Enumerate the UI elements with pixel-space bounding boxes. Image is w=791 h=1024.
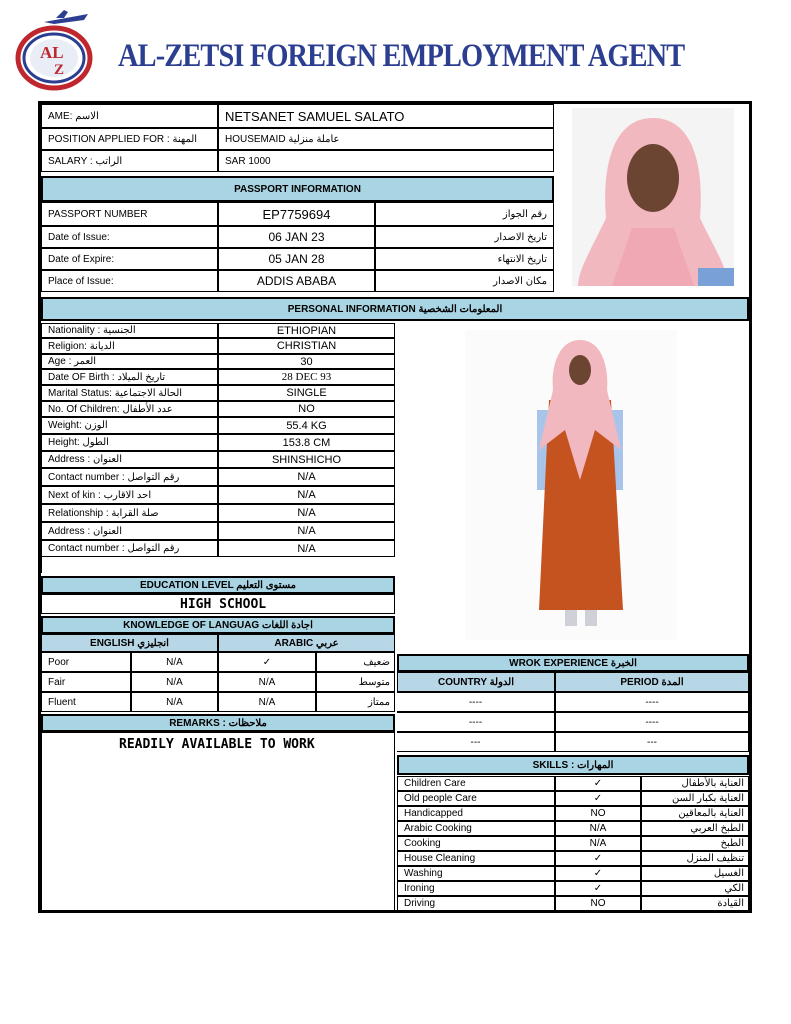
personal-row-label: Age : العمر (41, 354, 218, 369)
personal-row-label: Date OF Birth : تاريخ الميلاد (41, 369, 218, 385)
skill-arabic: الكي (641, 881, 749, 896)
language-arabic-value: N/A (218, 692, 316, 712)
language-arabic-value: ✓ (218, 652, 316, 672)
passport-row-arabic: رقم الجواز (375, 202, 554, 226)
skill-value: N/A (555, 836, 641, 851)
skill-value: N/A (555, 821, 641, 836)
passport-row-value: 05 JAN 28 (218, 248, 375, 270)
passport-row-label: Date of Issue: (41, 226, 218, 248)
arabic-header: ARABIC عربي (218, 634, 395, 652)
experience-country: --- (397, 732, 555, 752)
language-english-value: N/A (131, 652, 218, 672)
skills-header: SKILLS : المهارات (397, 755, 749, 775)
skill-value: ✓ (555, 851, 641, 866)
experience-period: ---- (555, 692, 749, 712)
skill-arabic: الغسيل (641, 866, 749, 881)
agency-logo (14, 8, 102, 92)
portrait-photo (572, 108, 734, 286)
skill-arabic: العناية بالمعاقين (641, 806, 749, 821)
personal-row-label: Height: الطول (41, 434, 218, 451)
personal-row-value: N/A (218, 468, 395, 486)
personal-row-value: 30 (218, 354, 395, 369)
personal-row-label: Address : العنوان (41, 522, 218, 540)
language-level-arabic: ممتاز (316, 692, 395, 712)
passport-row-value: ADDIS ABABA (218, 270, 375, 292)
education-value: HIGH SCHOOL (41, 594, 395, 614)
remarks-value: READILY AVAILABLE TO WORK (41, 732, 395, 913)
education-header: EDUCATION LEVEL مستوى التعليم (41, 576, 395, 594)
svg-text:Z: Z (54, 62, 65, 78)
skill-name: Children Care (397, 776, 555, 791)
skill-arabic: الطبخ (641, 836, 749, 851)
language-level: Poor (41, 652, 131, 672)
experience-period: --- (555, 732, 749, 752)
personal-row-value: N/A (218, 504, 395, 522)
passport-row-arabic: مكان الاصدار (375, 270, 554, 292)
personal-row-label: Next of kin : احد الاقارب (41, 486, 218, 504)
experience-period: ---- (555, 712, 749, 732)
skill-arabic: تنظيف المنزل (641, 851, 749, 866)
skill-value: ✓ (555, 791, 641, 806)
personal-row-value: SINGLE (218, 385, 395, 401)
period-header: PERIOD المدة (555, 672, 749, 692)
salary-label: SALARY : الراتب (41, 150, 218, 172)
personal-row-label: Address : العنوان (41, 451, 218, 468)
country-header: COUNTRY الدولة (397, 672, 555, 692)
passport-row-arabic: تاريخ الاصدار (375, 226, 554, 248)
experience-header: WROK EXPERIENCE الخبرة (397, 654, 749, 672)
skill-name: Driving (397, 896, 555, 911)
personal-spacer (41, 557, 395, 573)
passport-header: PASSPORT INFORMATION (41, 176, 554, 202)
personal-row-value: 153.8 CM (218, 434, 395, 451)
position-value: HOUSEMAID عاملة منزلية (218, 128, 554, 150)
languages-header: KNOWLEDGE OF LANGUAG اجادة اللغات (41, 616, 395, 634)
passport-row-label: PASSPORT NUMBER (41, 202, 218, 226)
personal-row-value: 55.4 KG (218, 417, 395, 434)
experience-country: ---- (397, 712, 555, 732)
experience-country: ---- (397, 692, 555, 712)
personal-row-value: N/A (218, 486, 395, 504)
language-level-arabic: ضعيف (316, 652, 395, 672)
personal-row-label: Weight: الوزن (41, 417, 218, 434)
skill-value: NO (555, 896, 641, 911)
language-arabic-value: N/A (218, 672, 316, 692)
personal-row-label: Nationality : الجنسية (41, 323, 218, 338)
skill-name: House Cleaning (397, 851, 555, 866)
name-value: NETSANET SAMUEL SALATO (218, 104, 554, 128)
passport-row-value: EP7759694 (218, 202, 375, 226)
personal-row-value: ETHIOPIAN (218, 323, 395, 338)
personal-row-label: No. Of Children: عدد الأطفال (41, 401, 218, 417)
passport-row-label: Place of Issue: (41, 270, 218, 292)
personal-header: PERSONAL INFORMATION المعلومات الشخصية (41, 297, 749, 321)
skill-value: ✓ (555, 776, 641, 791)
language-english-value: N/A (131, 672, 218, 692)
skill-arabic: الطبخ العربي (641, 821, 749, 836)
passport-row-arabic: تاريخ الانتهاء (375, 248, 554, 270)
personal-row-value: N/A (218, 522, 395, 540)
remarks-header: REMARKS : ملاحظات (41, 714, 395, 732)
agency-name: AL-ZETSI FOREIGN EMPLOYMENT AGENT (118, 38, 685, 74)
personal-row-value: 28 DEC 93 (218, 369, 395, 385)
personal-row-label: Religion: الديانة (41, 338, 218, 354)
personal-row-value: CHRISTIAN (218, 338, 395, 354)
language-level: Fair (41, 672, 131, 692)
personal-row-label: Relationship : صلة القرابة (41, 504, 218, 522)
personal-row-label: Marital Status: الحالة الاجتماعية (41, 385, 218, 401)
skill-value: ✓ (555, 881, 641, 896)
skill-name: Handicapped (397, 806, 555, 821)
passport-row-value: 06 JAN 23 (218, 226, 375, 248)
personal-row-label: Contact number : رقم التواصل (41, 540, 218, 557)
personal-row-label: Contact number : رقم التواصل (41, 468, 218, 486)
salary-value: SAR 1000 (218, 150, 554, 172)
skill-arabic: العناية بالأطفال (641, 776, 749, 791)
skill-value: ✓ (555, 866, 641, 881)
position-label: POSITION APPLIED FOR : المهنة (41, 128, 218, 150)
language-english-value: N/A (131, 692, 218, 712)
language-level: Fluent (41, 692, 131, 712)
skill-value: NO (555, 806, 641, 821)
skill-name: Arabic Cooking (397, 821, 555, 836)
language-level-arabic: متوسط (316, 672, 395, 692)
passport-row-label: Date of Expire: (41, 248, 218, 270)
full-body-photo (465, 330, 677, 640)
skill-arabic: القيادة (641, 896, 749, 911)
english-header: ENGLISH انجليزي (41, 634, 218, 652)
personal-row-value: NO (218, 401, 395, 417)
svg-text:AL: AL (40, 43, 64, 62)
skill-arabic: العناية بكبار السن (641, 791, 749, 806)
personal-row-value: N/A (218, 540, 395, 557)
skill-name: Washing (397, 866, 555, 881)
name-label: AME: الاسم (41, 104, 218, 128)
skill-name: Ironing (397, 881, 555, 896)
skill-name: Cooking (397, 836, 555, 851)
personal-row-value: SHINSHICHO (218, 451, 395, 468)
skill-name: Old people Care (397, 791, 555, 806)
